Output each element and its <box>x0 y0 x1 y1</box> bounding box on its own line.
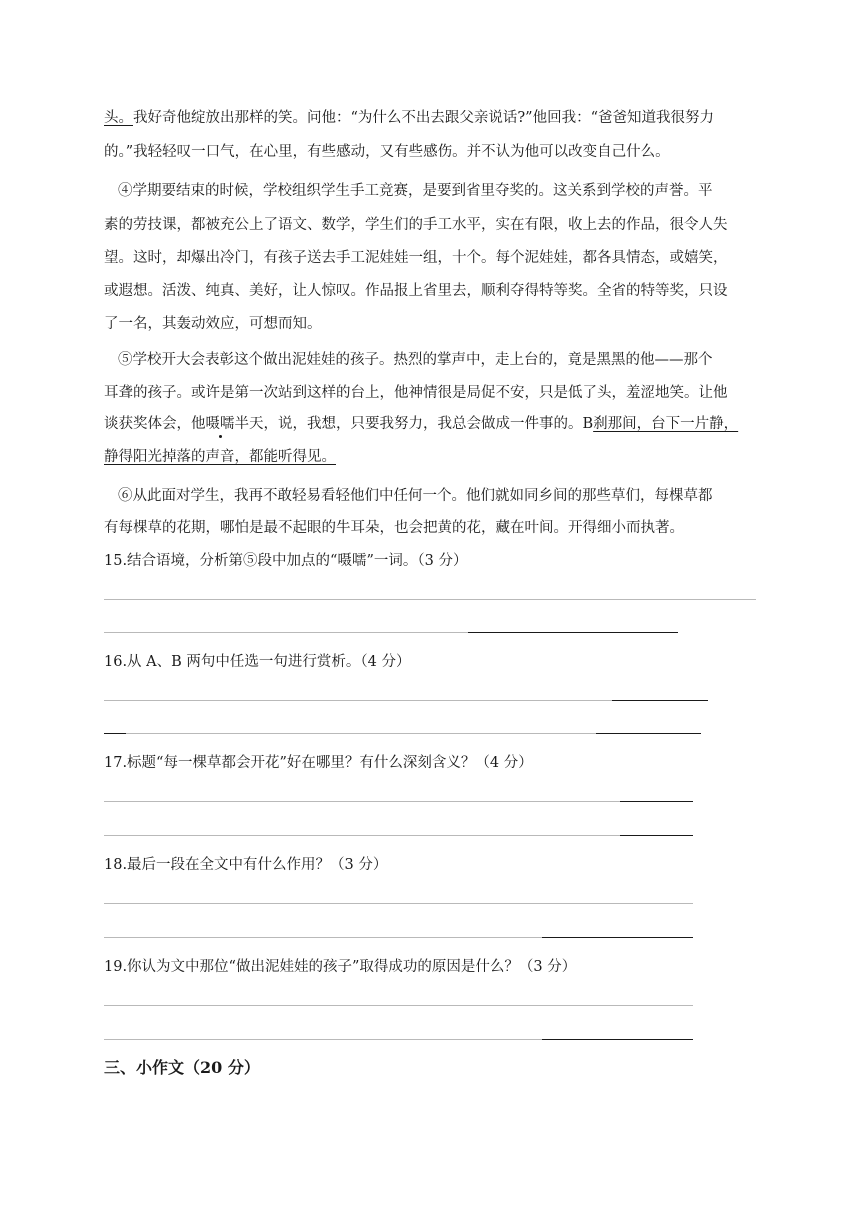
paragraph-5-line: ⑤学校开大会表彰这个做出泥娃娃的孩子。热烈的掌声中，走上台的，竟是黑黑的他——那个 <box>118 352 713 368</box>
answer-line[interactable] <box>104 733 126 734</box>
answer-line[interactable] <box>596 733 701 734</box>
answer-line[interactable] <box>620 801 693 802</box>
underlined-text: 刹那间，台下一片静， <box>593 416 739 432</box>
question-16: 16.从 A、B 两句中任选一句进行赏析。（4 分） <box>104 654 411 670</box>
question-17: 17.标题“每一棵草都会开花”好在哪里？有什么深刻含义？（4 分） <box>104 755 533 771</box>
paragraph-4-line: 望。这时，却爆出冷门，有孩子送去手工泥娃娃一组，十个。每个泥娃娃，都各具情态，或嬉笑， <box>104 250 728 266</box>
passage-line-1: 头。我好奇他绽放出那样的笑。问他：“为什么不出去跟父亲说话?”他回我：“爸爸知道我很努力 <box>104 110 715 126</box>
paragraph-4-line: 了一名，其轰动效应，可想而知。 <box>104 316 322 332</box>
paragraph-4-line: 或遐想。活泼、纯真、美好，让人惊叹。作品报上省里去，顺利夺得特等奖。全省的特等奖，只设 <box>104 283 728 299</box>
answer-line[interactable] <box>126 733 596 734</box>
underlined-text: 静得阳光掉落的声音，都能听得见。 <box>104 449 336 465</box>
answer-line[interactable] <box>542 937 693 938</box>
answer-line[interactable] <box>104 632 468 633</box>
section-heading: 三、小作文（20 分） <box>104 1058 260 1077</box>
paragraph-5-line <box>104 447 764 467</box>
answer-line[interactable] <box>104 835 620 836</box>
paragraph-4-line: 素的劳技课，都被充公上了语文、数学，学生们的手工水平，实在有限，收上去的作品，很令人失 <box>104 217 728 233</box>
paragraph-5-line: 耳聋的孩子。或许是第一次站到这样的台上，他神情很是局促不安，只是低了头，羞涩地笑。让他 <box>104 385 728 401</box>
question-18: 18.最后一段在全文中有什么作用？（3 分） <box>104 857 388 873</box>
question-19: 19.你认为文中那位“做出泥娃娃的孩子”取得成功的原因是什么？（3 分） <box>104 959 577 975</box>
answer-line[interactable] <box>542 1039 693 1040</box>
answer-line[interactable] <box>468 632 678 633</box>
paragraph-6-line: 有每棵草的花期，哪怕是最不起眼的牛耳朵，也会把黄的花，藏在叶间。开得细小而执著。 <box>104 520 684 536</box>
answer-line[interactable] <box>104 599 756 600</box>
underlined-text: 头。 <box>104 110 133 126</box>
answer-line[interactable] <box>104 1005 693 1006</box>
paragraph-4-line: ④学期要结束的时候，学校组织学生手工竞赛，是要到省里夺奖的。这关系到学校的声誉。平 <box>118 183 713 199</box>
paragraph-5-line: 谈获奖体会，他嗫嚅半天，说，我想，只要我努力，我总会做成一件事的。B刹那间，台下一片静， <box>104 416 739 432</box>
answer-line[interactable] <box>104 1039 542 1040</box>
paragraph-6-line: ⑥从此面对学生，我再不敢轻易看轻他们中任何一个。他们就如同乡间的那些草们，每棵草都 <box>118 488 713 504</box>
answer-line[interactable] <box>620 835 693 836</box>
answer-line[interactable] <box>104 700 612 701</box>
question-15: 15.结合语境，分析第⑤段中加点的“嗫嚅”一词。（3 分） <box>104 553 468 569</box>
answer-line[interactable] <box>612 700 708 701</box>
passage-line-2: 的。”我轻轻叹一口气，在心里，有些感动，又有些感伤。并不认为他可以改变自己什么。 <box>104 144 670 160</box>
answer-line[interactable] <box>104 903 693 904</box>
answer-line[interactable] <box>104 937 542 938</box>
dotted-word: 嗫嚅 <box>205 416 235 432</box>
answer-line[interactable] <box>104 801 620 802</box>
